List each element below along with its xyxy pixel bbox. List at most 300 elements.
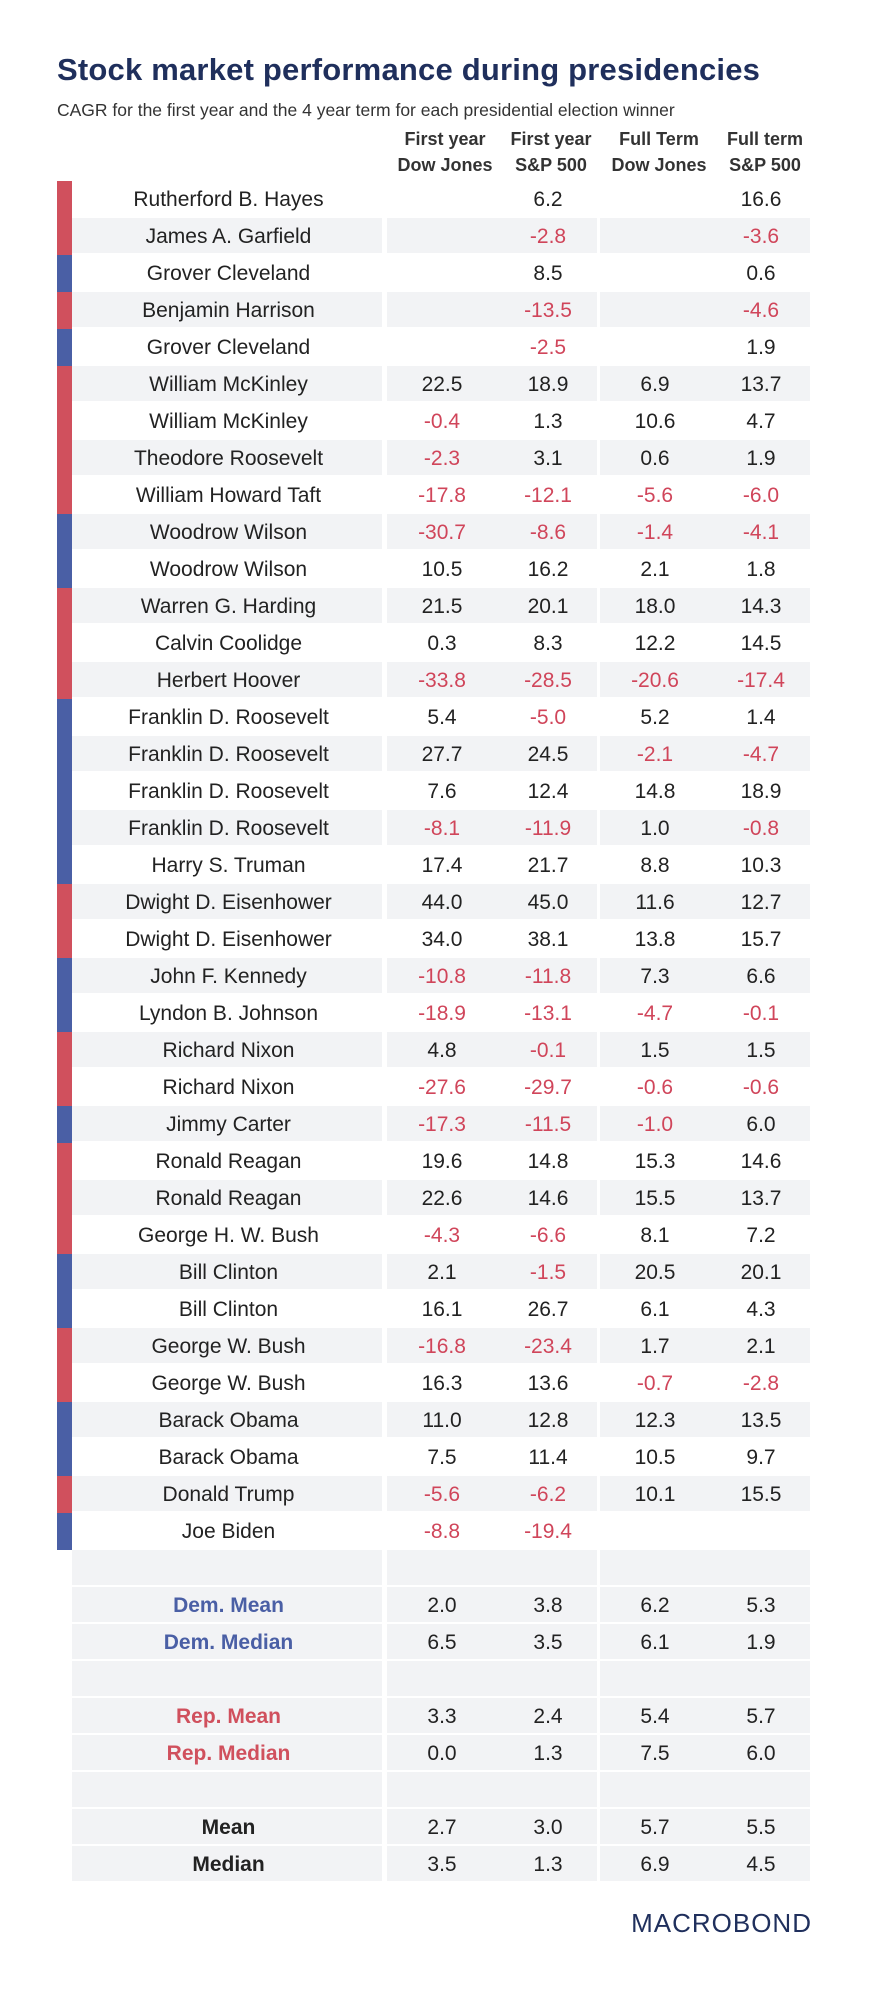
value-cell: -0.6 <box>742 1076 780 1099</box>
party-indicator <box>57 1513 72 1550</box>
table-row <box>57 662 810 699</box>
value-cell: 10.5 <box>634 1446 676 1469</box>
president-name: Warren G. Harding <box>140 595 317 618</box>
value-cell: 12.7 <box>740 891 782 914</box>
value-cell: 5.2 <box>640 706 670 729</box>
table-row <box>57 477 810 514</box>
party-indicator <box>57 1069 72 1106</box>
president-name: Ronald Reagan <box>155 1150 302 1173</box>
party-indicator <box>57 884 72 921</box>
value-cell: 38.1 <box>527 928 569 951</box>
column-header-line: S&P 500 <box>729 155 801 175</box>
value-cell: -17.4 <box>737 669 785 692</box>
value-cell: -1.5 <box>529 1261 567 1284</box>
value-cell: -11.8 <box>524 965 572 988</box>
value-cell: 22.6 <box>421 1187 463 1210</box>
value-cell: 10.3 <box>740 854 782 877</box>
value-cell: -28.5 <box>524 669 572 692</box>
president-name: William McKinley <box>149 373 308 396</box>
president-name: George H. W. Bush <box>138 1224 319 1247</box>
value-cell: 2.1 <box>746 1335 776 1358</box>
value-cell: 8.5 <box>533 262 563 285</box>
president-name: George W. Bush <box>151 1372 306 1395</box>
party-indicator <box>57 551 72 588</box>
value-cell: 2.4 <box>533 1705 563 1728</box>
table-row <box>57 1180 810 1217</box>
value-cell: -0.4 <box>423 410 461 433</box>
value-cell <box>602 292 708 329</box>
value-cell: -33.8 <box>418 669 466 692</box>
value-cell: -6.0 <box>742 484 780 507</box>
value-cell: -5.6 <box>636 484 674 507</box>
value-cell: 24.5 <box>527 743 569 766</box>
column-header-line: Dow Jones <box>397 155 493 175</box>
value-cell: 7.6 <box>427 780 457 803</box>
president-name: Lyndon B. Johnson <box>138 1002 319 1025</box>
page-subtitle: CAGR for the first year and the 4 year term for each presidential election winner <box>57 100 675 120</box>
summary-row <box>57 1698 810 1735</box>
value-cell: 4.3 <box>746 1298 776 1321</box>
table-row <box>57 921 810 958</box>
party-indicator <box>57 181 72 218</box>
value-cell: 6.2 <box>533 188 563 211</box>
value-cell: 15.5 <box>740 1483 782 1506</box>
president-name: Bill Clinton <box>178 1261 279 1284</box>
value-cell: -0.6 <box>636 1076 674 1099</box>
value-cell <box>602 255 708 292</box>
table-row <box>57 551 810 588</box>
party-indicator <box>57 773 72 810</box>
president-name: Franklin D. Roosevelt <box>128 743 329 766</box>
value-cell: 13.6 <box>527 1372 569 1395</box>
value-cell: 12.2 <box>634 632 676 655</box>
column-header-line: Full term <box>726 129 803 149</box>
party-indicator <box>57 1143 72 1180</box>
party-indicator <box>57 1328 72 1365</box>
party-indicator <box>57 329 72 366</box>
value-cell <box>495 1661 601 1698</box>
party-indicator <box>57 625 72 662</box>
value-cell: 5.3 <box>746 1594 776 1617</box>
table-row <box>57 403 810 440</box>
president-name: George W. Bush <box>151 1335 306 1358</box>
table-row <box>57 292 810 329</box>
table-row <box>57 1291 810 1328</box>
value-cell: 3.3 <box>427 1705 457 1728</box>
value-cell: 5.7 <box>746 1705 776 1728</box>
value-cell: -2.5 <box>529 336 567 359</box>
table-row <box>57 1032 810 1069</box>
value-cell <box>602 1661 708 1698</box>
party-indicator <box>57 1217 72 1254</box>
table-row <box>57 884 810 921</box>
summary-label: Mean <box>201 1816 256 1839</box>
spacer-row <box>57 1661 810 1698</box>
value-cell: 6.6 <box>746 965 776 988</box>
president-name: Theodore Roosevelt <box>133 447 324 470</box>
table-row <box>57 1254 810 1291</box>
value-cell: 6.1 <box>640 1298 670 1321</box>
president-name: Joe Biden <box>181 1520 276 1543</box>
value-cell <box>389 292 495 329</box>
value-cell: -12.1 <box>524 484 572 507</box>
value-cell: 6.5 <box>427 1631 457 1654</box>
value-cell: 14.8 <box>634 780 676 803</box>
president-name: Barack Obama <box>158 1446 299 1469</box>
president-name: Bill Clinton <box>178 1298 279 1321</box>
president-name: Grover Cleveland <box>146 262 311 285</box>
value-cell <box>602 1550 708 1587</box>
value-cell: -1.0 <box>636 1113 674 1136</box>
value-cell: 15.5 <box>634 1187 676 1210</box>
summary-label: Dem. Median <box>163 1631 294 1654</box>
value-cell: 45.0 <box>527 891 569 914</box>
value-cell <box>602 1513 708 1550</box>
value-cell: -11.5 <box>524 1113 572 1136</box>
table-row <box>57 625 810 662</box>
table-row <box>57 514 810 551</box>
value-cell: 14.6 <box>527 1187 569 1210</box>
value-cell: 1.9 <box>746 1631 776 1654</box>
president-name: John F. Kennedy <box>150 965 307 988</box>
party-indicator <box>57 1365 72 1402</box>
value-cell <box>602 1772 708 1809</box>
column-header-line: First year <box>404 129 486 149</box>
value-cell: -2.8 <box>529 225 567 248</box>
table-row <box>57 699 810 736</box>
president-name: William McKinley <box>149 410 308 433</box>
value-cell: 5.4 <box>427 706 457 729</box>
party-indicator <box>57 958 72 995</box>
table-row <box>57 1217 810 1254</box>
table-row <box>57 1143 810 1180</box>
party-indicator <box>57 1402 72 1439</box>
page-title: Stock market performance during presidencies <box>57 52 761 87</box>
party-indicator <box>57 699 72 736</box>
value-cell: 21.5 <box>421 595 463 618</box>
table-row <box>57 218 810 255</box>
value-cell: -17.8 <box>418 484 466 507</box>
value-cell: 11.6 <box>635 891 675 914</box>
value-cell: 2.1 <box>640 558 670 581</box>
president-name: Franklin D. Roosevelt <box>128 780 329 803</box>
value-cell: -2.8 <box>742 1372 780 1395</box>
value-cell: 18.0 <box>634 595 676 618</box>
value-cell: -0.8 <box>742 817 780 840</box>
value-cell: 20.1 <box>527 595 569 618</box>
value-cell: 1.4 <box>746 706 776 729</box>
value-cell: 1.5 <box>746 1039 776 1062</box>
table-row <box>57 995 810 1032</box>
value-cell: -16.8 <box>418 1335 466 1358</box>
party-indicator <box>57 477 72 514</box>
value-cell: 1.9 <box>746 336 776 359</box>
president-name: Herbert Hoover <box>156 669 301 692</box>
value-cell: 12.4 <box>527 780 569 803</box>
president-name: Ronald Reagan <box>155 1187 302 1210</box>
value-cell: -13.5 <box>524 299 572 322</box>
value-cell: 20.1 <box>740 1261 782 1284</box>
party-indicator <box>57 440 72 477</box>
value-cell: 12.3 <box>634 1409 676 1432</box>
value-cell: 1.3 <box>533 1742 563 1765</box>
table-row <box>57 440 810 477</box>
value-cell: -30.7 <box>418 521 466 544</box>
party-indicator <box>57 218 72 255</box>
value-cell: 7.5 <box>640 1742 670 1765</box>
value-cell: 16.1 <box>421 1298 463 1321</box>
value-cell: -11.9 <box>524 817 572 840</box>
value-cell: -29.7 <box>524 1076 572 1099</box>
value-cell <box>389 181 495 218</box>
value-cell: 13.8 <box>634 928 676 951</box>
value-cell: -1.4 <box>636 521 674 544</box>
value-cell: 1.9 <box>746 447 776 470</box>
value-cell <box>389 1772 495 1809</box>
summary-label: Rep. Median <box>166 1742 291 1765</box>
value-cell: 6.2 <box>640 1594 670 1617</box>
table-row <box>57 810 810 847</box>
value-cell: 6.0 <box>746 1742 776 1765</box>
value-cell: 2.1 <box>427 1261 457 1284</box>
value-cell: 34.0 <box>421 928 463 951</box>
party-indicator <box>57 292 72 329</box>
table-row <box>57 736 810 773</box>
value-cell: 5.7 <box>640 1816 670 1839</box>
table-row <box>57 366 810 403</box>
president-name: Richard Nixon <box>162 1039 295 1062</box>
value-cell: 14.6 <box>740 1150 782 1173</box>
value-cell <box>708 1772 814 1809</box>
party-indicator <box>57 255 72 292</box>
value-cell: 8.1 <box>640 1224 670 1247</box>
value-cell: 16.3 <box>421 1372 463 1395</box>
column-header-line: Full Term <box>619 129 699 149</box>
table-row <box>57 1106 810 1143</box>
spacer-row <box>57 1550 810 1587</box>
value-cell: 6.0 <box>746 1113 776 1136</box>
president-name: Benjamin Harrison <box>142 299 315 322</box>
value-cell: -17.3 <box>418 1113 466 1136</box>
value-cell: 15.7 <box>740 928 782 951</box>
table-row <box>57 773 810 810</box>
value-cell: 13.7 <box>740 1187 782 1210</box>
president-name: Rutherford B. Hayes <box>133 188 324 211</box>
value-cell: -5.6 <box>423 1483 461 1506</box>
value-cell: -2.3 <box>423 447 461 470</box>
spacer-row <box>57 1772 810 1809</box>
value-cell: 0.6 <box>640 447 670 470</box>
president-name: Woodrow Wilson <box>149 558 308 581</box>
value-cell <box>708 1513 814 1550</box>
value-cell <box>389 255 495 292</box>
value-cell: -6.2 <box>529 1483 567 1506</box>
value-cell: 20.5 <box>634 1261 676 1284</box>
value-cell <box>708 1661 814 1698</box>
value-cell: 3.5 <box>427 1853 457 1876</box>
value-cell: 26.7 <box>527 1298 569 1321</box>
president-name: James A. Garfield <box>145 225 312 248</box>
value-cell: 11.0 <box>422 1409 462 1432</box>
value-cell: 6.9 <box>640 373 670 396</box>
value-cell: 11.4 <box>528 1446 568 1469</box>
party-indicator <box>57 366 72 403</box>
table-row <box>57 1439 810 1476</box>
value-cell <box>602 181 708 218</box>
value-cell: -4.1 <box>742 521 780 544</box>
party-indicator <box>57 810 72 847</box>
value-cell: 1.3 <box>533 1853 563 1876</box>
value-cell: 5.4 <box>640 1705 670 1728</box>
table-row <box>57 588 810 625</box>
summary-label: Rep. Mean <box>175 1705 282 1728</box>
table-row <box>57 1402 810 1439</box>
summary-label <box>72 1661 385 1698</box>
value-cell: -4.7 <box>742 743 780 766</box>
table-row <box>57 958 810 995</box>
value-cell: 44.0 <box>421 891 463 914</box>
table-row <box>57 1069 810 1106</box>
value-cell <box>602 329 708 366</box>
value-cell <box>602 218 708 255</box>
value-cell <box>708 1550 814 1587</box>
value-cell: 27.7 <box>421 743 463 766</box>
president-name: Franklin D. Roosevelt <box>128 817 329 840</box>
column-header-line: Dow Jones <box>611 155 707 175</box>
value-cell: -0.7 <box>636 1372 674 1395</box>
value-cell: 9.7 <box>746 1446 776 1469</box>
value-cell: -13.1 <box>524 1002 572 1025</box>
president-name: Calvin Coolidge <box>154 632 303 655</box>
value-cell: -5.0 <box>529 706 567 729</box>
value-cell: -0.1 <box>742 1002 780 1025</box>
column-header-line: First year <box>510 129 592 149</box>
value-cell: 0.0 <box>427 1742 457 1765</box>
party-indicator <box>57 662 72 699</box>
value-cell: -0.1 <box>529 1039 567 1062</box>
column-header-line: S&P 500 <box>515 155 587 175</box>
value-cell: 18.9 <box>527 373 569 396</box>
president-name: Franklin D. Roosevelt <box>128 706 329 729</box>
summary-label: Dem. Mean <box>173 1594 284 1617</box>
president-name: Woodrow Wilson <box>149 521 308 544</box>
table-row <box>57 847 810 884</box>
summary-label: Median <box>192 1853 265 1876</box>
value-cell: 6.1 <box>640 1631 670 1654</box>
table-row <box>57 255 810 292</box>
value-cell: -2.1 <box>636 743 674 766</box>
party-indicator <box>57 1032 72 1069</box>
party-indicator <box>57 847 72 884</box>
value-cell: 4.5 <box>746 1853 776 1876</box>
table-row <box>57 1365 810 1402</box>
value-cell: 3.8 <box>533 1594 563 1617</box>
value-cell: -4.7 <box>636 1002 674 1025</box>
party-indicator <box>57 514 72 551</box>
value-cell: 4.8 <box>427 1039 457 1062</box>
value-cell <box>389 1661 495 1698</box>
value-cell: 13.5 <box>740 1409 782 1432</box>
value-cell <box>389 329 495 366</box>
value-cell: 1.5 <box>640 1039 670 1062</box>
value-cell: 1.0 <box>640 817 670 840</box>
value-cell: 0.6 <box>746 262 776 285</box>
president-name: Richard Nixon <box>162 1076 295 1099</box>
party-indicator <box>57 1180 72 1217</box>
value-cell: 14.3 <box>740 595 782 618</box>
president-name: Barack Obama <box>158 1409 299 1432</box>
value-cell: 1.3 <box>533 410 563 433</box>
value-cell: 14.8 <box>527 1150 569 1173</box>
value-cell <box>495 1550 601 1587</box>
summary-row <box>57 1587 810 1624</box>
value-cell: -4.3 <box>423 1224 461 1247</box>
table-row <box>57 329 810 366</box>
value-cell: 21.7 <box>527 854 569 877</box>
value-cell: -10.8 <box>418 965 466 988</box>
party-indicator <box>57 736 72 773</box>
value-cell: 3.0 <box>533 1816 563 1839</box>
value-cell: 7.5 <box>427 1446 457 1469</box>
value-cell: -3.6 <box>742 225 780 248</box>
party-indicator <box>57 1106 72 1143</box>
summary-row <box>57 1809 810 1846</box>
value-cell: 18.9 <box>740 780 782 803</box>
value-cell: 22.5 <box>421 373 463 396</box>
macrobond-logo: MACROBOND <box>631 1908 812 1938</box>
value-cell: -4.6 <box>742 299 780 322</box>
value-cell: 8.8 <box>640 854 670 877</box>
value-cell: 1.8 <box>746 558 776 581</box>
president-name: Jimmy Carter <box>166 1113 291 1136</box>
value-cell: 10.5 <box>421 558 463 581</box>
value-cell: 8.3 <box>533 632 563 655</box>
president-name: William Howard Taft <box>135 484 322 507</box>
value-cell: 0.3 <box>427 632 457 655</box>
value-cell: -20.6 <box>631 669 679 692</box>
party-indicator <box>57 588 72 625</box>
value-cell: 7.2 <box>746 1224 776 1247</box>
president-name: Donald Trump <box>162 1483 295 1506</box>
summary-row <box>57 1735 810 1772</box>
value-cell: -6.6 <box>529 1224 567 1247</box>
value-cell: 3.1 <box>533 447 563 470</box>
value-cell: 2.7 <box>427 1816 457 1839</box>
party-indicator <box>57 403 72 440</box>
value-cell <box>389 218 495 255</box>
value-cell: 4.7 <box>746 410 776 433</box>
table-row <box>57 1476 810 1513</box>
party-indicator <box>57 1439 72 1476</box>
party-indicator <box>57 995 72 1032</box>
table-row <box>57 1328 810 1365</box>
summary-row <box>57 1846 810 1883</box>
value-cell: 15.3 <box>634 1150 676 1173</box>
party-indicator <box>57 1476 72 1513</box>
value-cell: 16.6 <box>740 188 782 211</box>
value-cell: 2.0 <box>427 1594 457 1617</box>
value-cell: 16.2 <box>527 558 569 581</box>
value-cell: -8.1 <box>423 817 461 840</box>
value-cell: 14.5 <box>740 632 782 655</box>
president-name: Dwight D. Eisenhower <box>125 891 332 914</box>
value-cell: 19.6 <box>421 1150 463 1173</box>
value-cell: 6.9 <box>640 1853 670 1876</box>
value-cell: -8.8 <box>423 1520 461 1543</box>
value-cell: 1.7 <box>640 1335 670 1358</box>
value-cell: 10.6 <box>634 410 676 433</box>
value-cell: -23.4 <box>524 1335 572 1358</box>
